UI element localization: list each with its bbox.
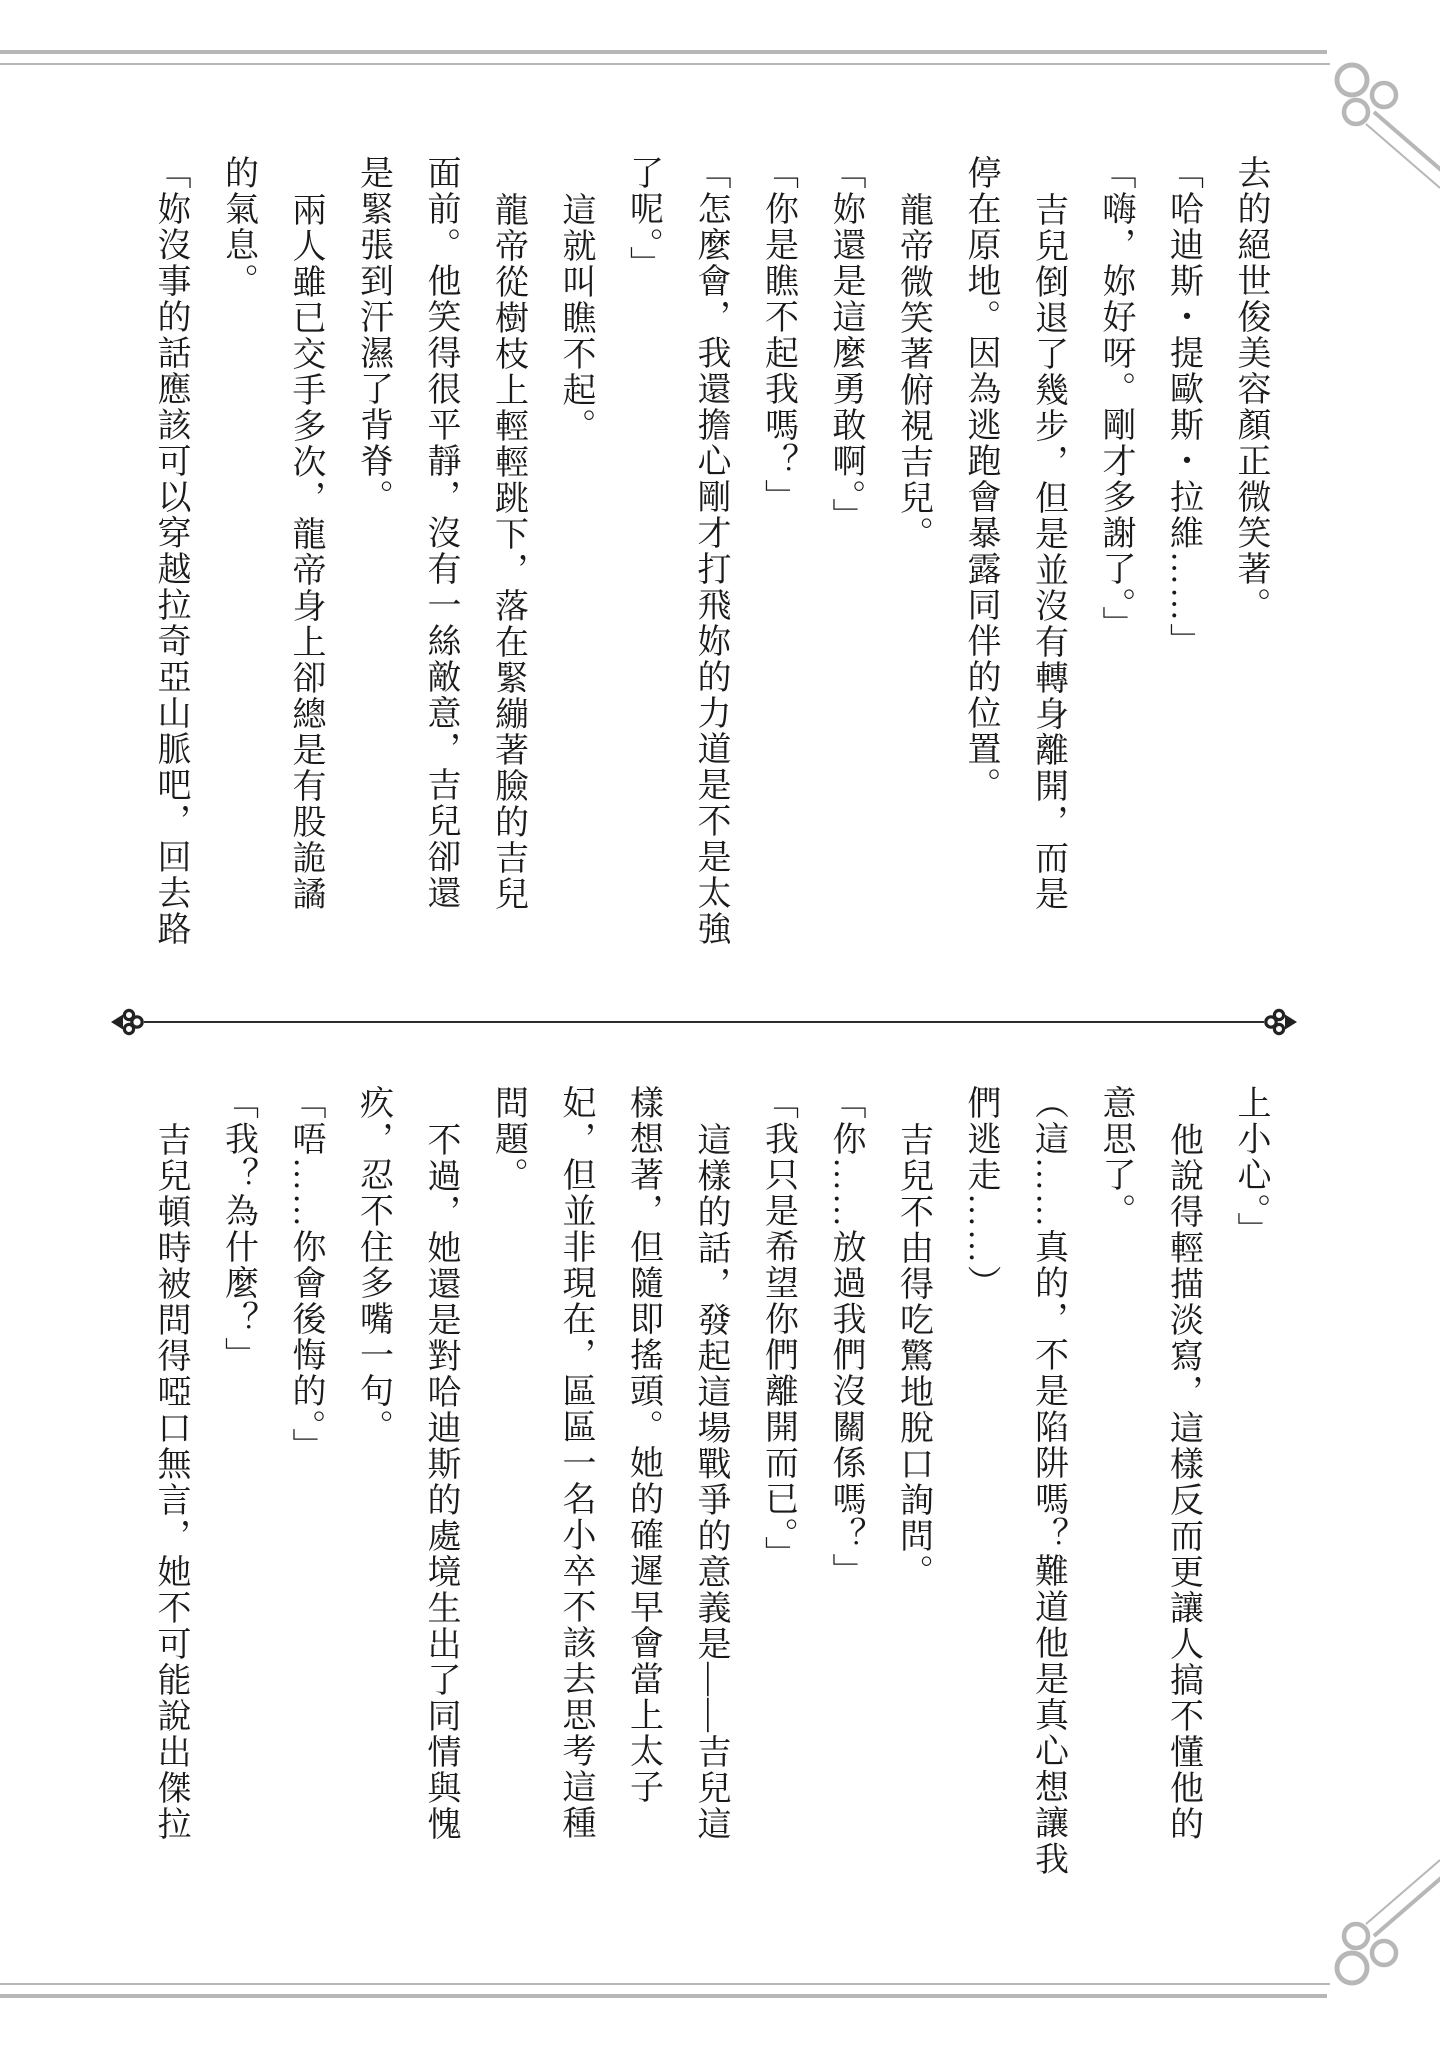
text-column: 「哈迪斯・提歐斯・拉維……」: [1164, 155, 1202, 659]
text-column: 面前。他笑得很平靜，沒有一絲敵意，吉兒卻還: [422, 155, 459, 911]
text-column: 去的絕世俊美容顏正微笑著。: [1232, 155, 1269, 623]
text-column: 們逃走……）: [962, 1085, 999, 1301]
divider-fleuron-icon: [110, 1006, 144, 1038]
text-column: 吉兒倒退了幾步，但是並沒有轉身離開，而是: [1029, 192, 1067, 912]
text-column: 意思了。: [1097, 1085, 1134, 1229]
text-column: 「妳沒事的話應該可以穿越拉奇亞山脈吧，回去路: [152, 155, 189, 947]
text-column: 不過，她還是對哈迪斯的處境生出了同情與愧: [422, 1122, 459, 1842]
text-column: （這……真的，不是陷阱嗎？難道他是真心想讓我: [1029, 1085, 1067, 1877]
text-column: 兩人雖已交手多次，龍帝身上卻總是有股詭譎: [287, 192, 324, 912]
text-column: 停在原地。因為逃跑會暴露同伴的位置。: [962, 155, 999, 803]
text-column: 樣想著，但隨即搖頭。她的確遲早會當上太子: [624, 1085, 662, 1805]
text-column: 是緊張到汗濕了背脊。: [354, 155, 392, 515]
text-column: 龍帝微笑著俯視吉兒。: [894, 192, 932, 552]
text-column: 「我？為什麼？」: [219, 1085, 257, 1373]
text-column: 的氣息。: [219, 155, 257, 299]
text-column: 他說得輕描淡寫，這樣反而更讓人搞不懂他的: [1164, 1122, 1202, 1842]
text-column: 「我只是希望你們離開而已。」: [759, 1085, 797, 1572]
section-divider: [110, 1006, 1298, 1038]
text-column: 上小心。」: [1232, 1085, 1269, 1248]
text-column: 吉兒不由得吃驚地脫口詢問。: [894, 1122, 932, 1590]
text-column: 「嗨，妳好呀。剛才多謝了。」: [1097, 155, 1134, 642]
text-block-top: [137, 155, 1285, 955]
text-column: 妃，但並非現在，區區一名小卒不該去思考這種: [557, 1085, 594, 1841]
text-column: 「妳還是這麼勇敢啊。」: [827, 155, 864, 534]
text-column: 疚，忍不住多嘴一句。: [354, 1085, 392, 1445]
text-column: 「怎麼會，我還擔心剛才打飛妳的力道是不是太強: [692, 155, 729, 947]
text-column: 這就叫瞧不起。: [557, 192, 594, 444]
divider-rule: [144, 1021, 1264, 1023]
text-column: 問題。: [489, 1085, 527, 1193]
text-column: 吉兒頓時被問得啞口無言，她不可能說出傑拉: [152, 1122, 189, 1842]
text-column: 這樣的話，發起這場戰爭的意義是——吉兒這: [692, 1122, 729, 1842]
divider-fleuron-icon: [1264, 1006, 1298, 1038]
text-column: 「唔……你會後悔的。」: [287, 1085, 324, 1464]
text-column: 了呢。」: [624, 155, 662, 282]
text-block-bottom: [137, 1085, 1285, 1885]
text-column: 「你……放過我們沒關係嗎？」: [827, 1085, 864, 1589]
text-column: 龍帝從樹枝上輕輕跳下，落在緊繃著臉的吉兒: [489, 192, 527, 912]
text-column: 「你是瞧不起我嗎？」: [759, 155, 797, 515]
